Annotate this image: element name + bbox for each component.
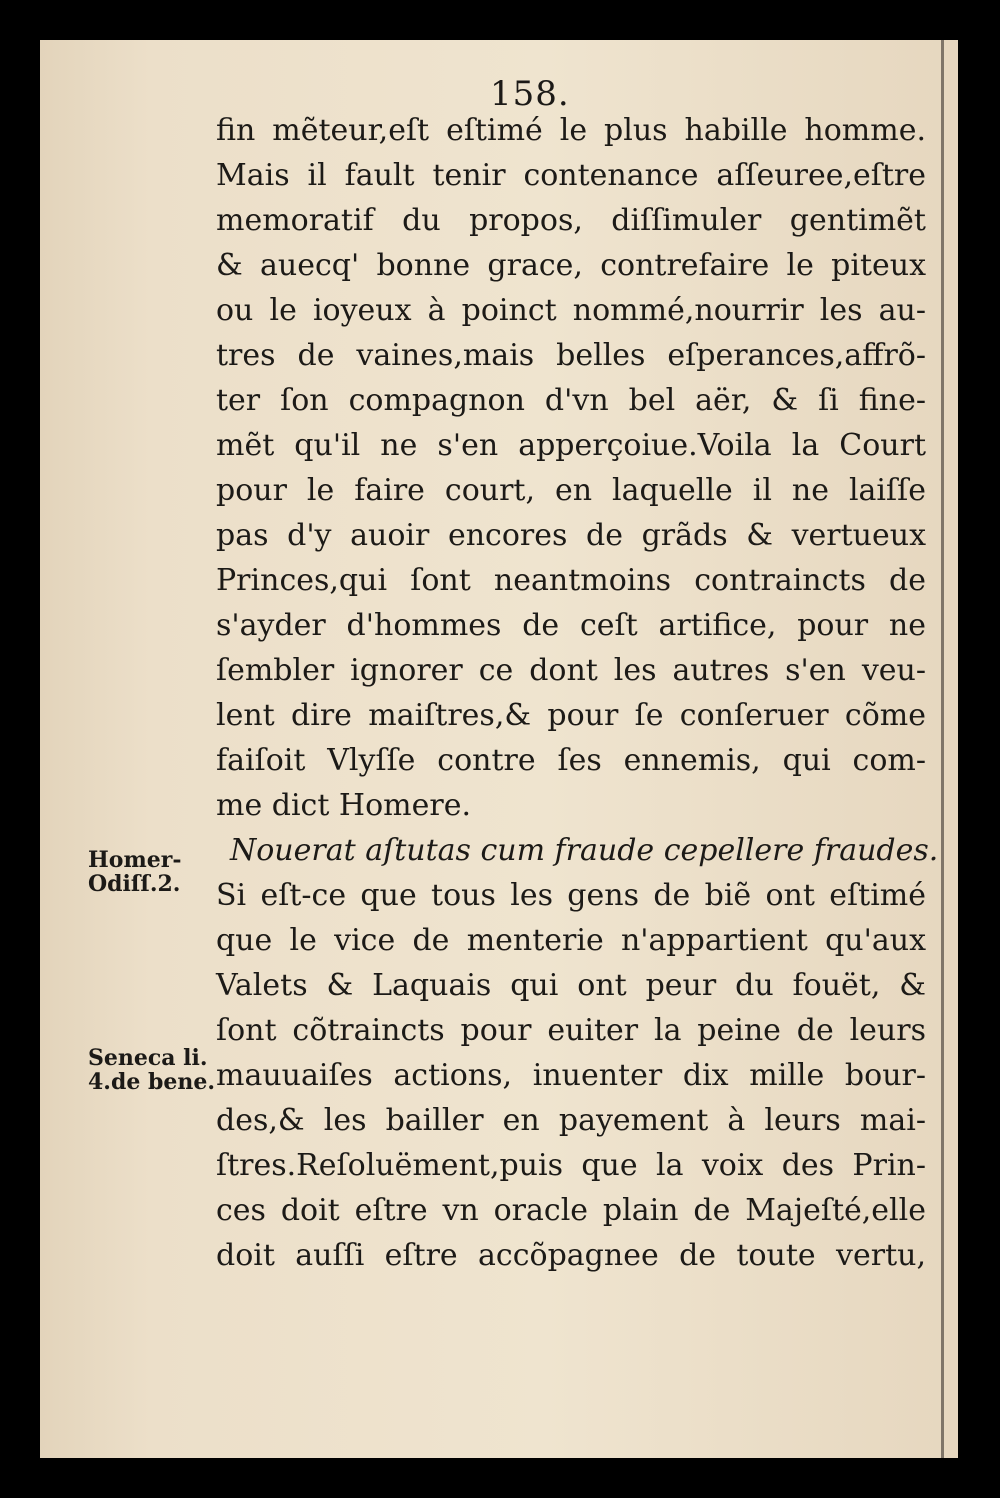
text-line: faiſoit Vlyſſe contre ſes ennemis, qui com- [216,743,926,778]
text-line: tres de vaines,mais belles eſperances,affrõ- [216,338,926,373]
text-line: doit auſſi eſtre accõpagnee de toute vertu, [216,1238,926,1273]
latin-quotation: Nouerat aſtutas cum fraude cepellere fraudes. [230,833,939,868]
text-line: pas d'y auoir encores de grãds & vertueux [216,518,926,553]
margin-note-line: Seneca li. [88,1045,208,1071]
text-line: mauuaiſes actions, inuenter dix mille bour- [216,1058,926,1093]
text-line: Mais il fault tenir contenance aſſeuree,eſtre [216,158,926,193]
text-line: lent dire maiſtres,& pour ſe conſeruer cõme [216,698,926,733]
text-line: ces doit eſtre vn oracle plain de Majeſté,elle [216,1193,926,1228]
text-line: & auecq' bonne grace, contrefaire le piteux [216,248,926,283]
margin-note-line: Homer- [88,847,182,873]
text-line: Valets & Laquais qui ont peur du fouët, & [216,968,926,1003]
text-line: ou le ioyeux à poinct nommé,nourrir les au- [216,293,926,328]
text-line: que le vice de menterie n'appartient qu'aux [216,923,926,958]
text-line: mẽt qu'il ne s'en apperçoiue.Voila la Court [216,428,926,463]
text-line: s'ayder d'hommes de ceſt artifice, pour ne [216,608,926,643]
text-line: des,& les bailler en payement à leurs mai- [216,1103,926,1138]
text-line: ſembler ignorer ce dont les autres s'en veu- [216,653,926,688]
book-page [40,40,958,1458]
text-line: ſont cõtraincts pour euiter la peine de leurs [216,1013,926,1048]
text-line: me dict Homere. [216,788,471,823]
page-gutter-shadow [941,40,944,1458]
page-number: 158. [490,74,570,114]
margin-note-seneca [88,1046,215,1094]
text-line: ſtres.Reſoluëment,puis que la voix des Prin- [216,1148,926,1183]
text-line: Princes,qui ſont neantmoins contraincts de [216,563,926,598]
margin-note-line: Odiſſ.2. [88,871,181,897]
main-text-block [216,108,939,1278]
text-line: ter ſon compagnon d'vn bel aër, & ſi fine- [216,383,926,418]
text-line: memoratif du propos, diſſimuler gentimẽt [216,203,926,238]
text-line: pour le faire court, en laquelle il ne laiſſe [216,473,926,508]
margin-note-homer [88,848,181,896]
text-line: Si eſt-ce que tous les gens de biẽ ont eſtimé [216,878,926,913]
margin-note-line: 4.de bene. [88,1069,216,1095]
text-line: fin mẽteur,eſt eſtimé le plus habille homme. [216,113,926,148]
